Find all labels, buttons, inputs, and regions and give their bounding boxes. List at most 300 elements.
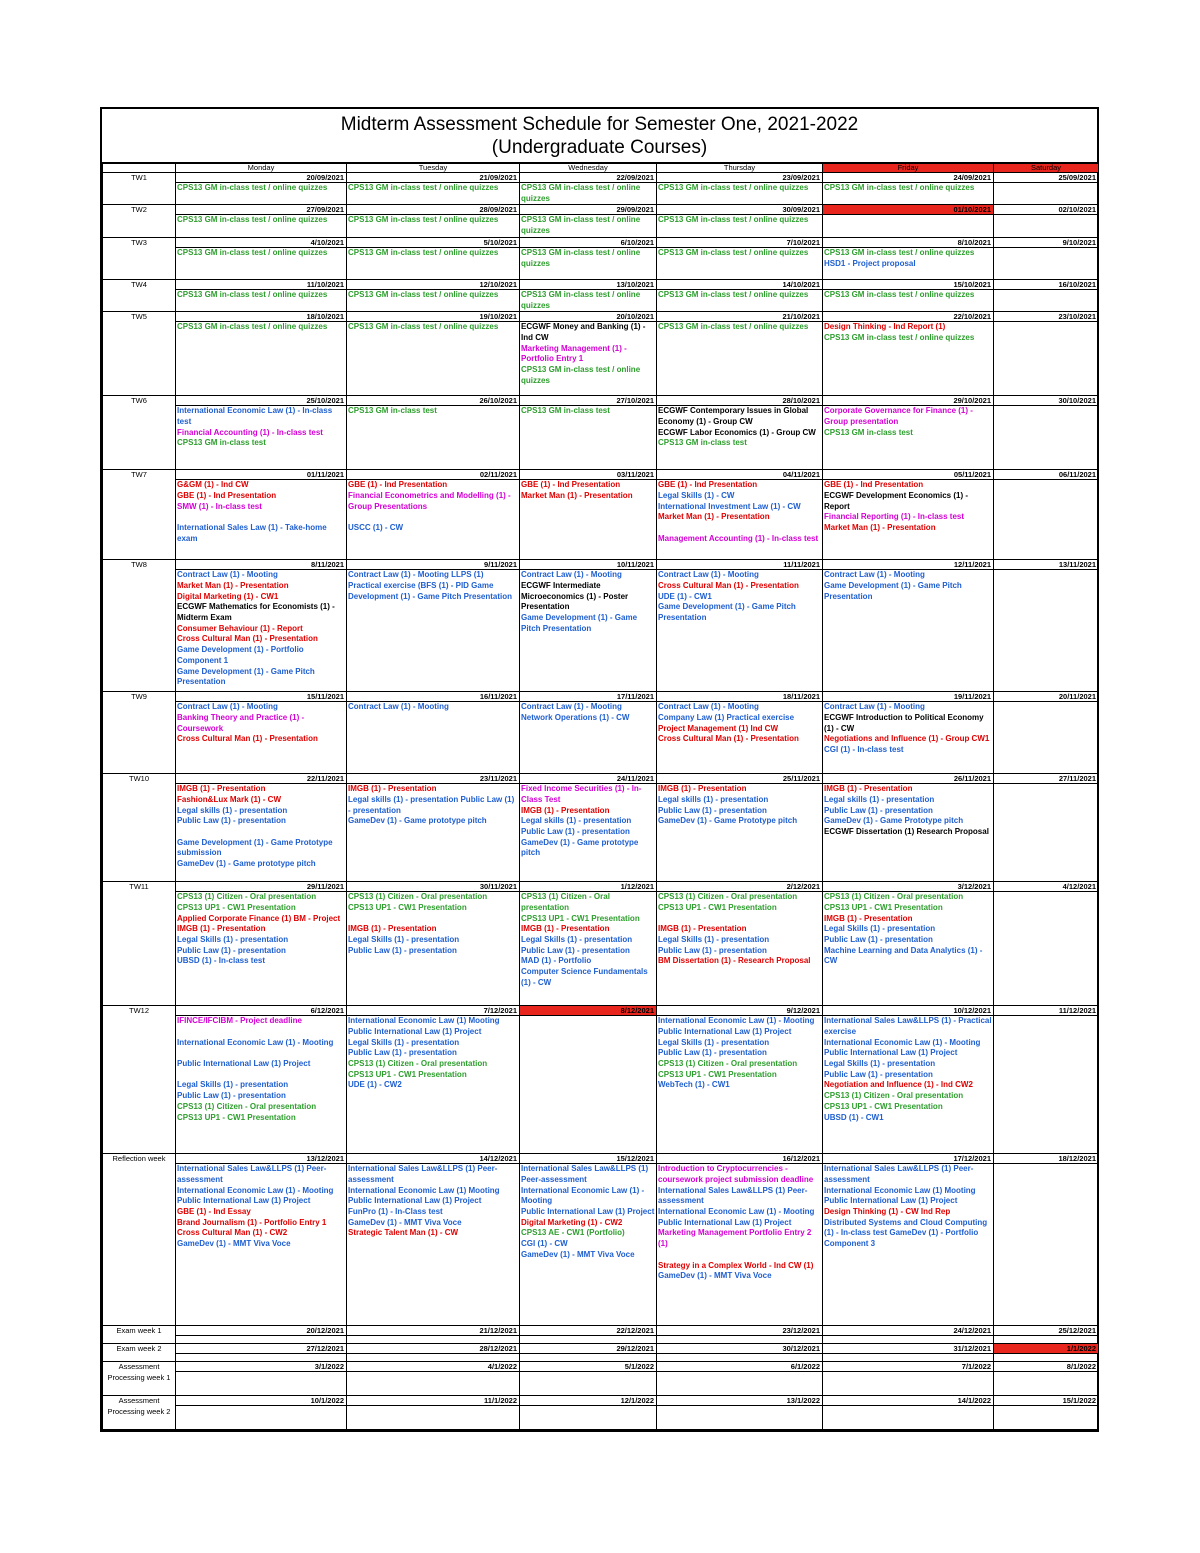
assessment-entry: IMGB (1) - Presentation [177, 924, 266, 934]
day-cell [520, 470, 657, 560]
assessment-entry: GameDev (1) - Game Prototype pitch [658, 816, 798, 826]
day-cell [176, 396, 347, 470]
cell-date: 8/11/2021 [176, 560, 346, 570]
assessment-entry: GameDev (1) - Game prototype pitch [521, 837, 639, 858]
assessment-entry [177, 1027, 345, 1038]
assessment-entry: Public Law (1) - presentation [658, 1048, 767, 1058]
schedule-table [102, 163, 1099, 1430]
assessment-entry: GameDev (1) - MMT Viva Voce [177, 1239, 291, 1249]
day-cell [657, 882, 823, 1006]
assessment-entry: Distributed Systems and Cloud Computing (1) - In-class test GameDev (1) - Portfolio Component 3 [824, 1217, 988, 1249]
assessment-entry: International Economic Law (1) Mooting [824, 1185, 976, 1195]
cell-date: 24/11/2021 [520, 774, 656, 784]
schedule-sheet [100, 107, 1099, 1432]
assessment-entry: Public International Law (1) Project [521, 1207, 655, 1217]
day-cell [657, 470, 823, 560]
day-cell [823, 560, 994, 692]
assessment-entry: CGI (1) - CW [521, 1239, 568, 1249]
assessment-entry [177, 512, 345, 523]
exam-day-cell [176, 1326, 347, 1344]
day-cell [994, 237, 1099, 279]
cell-date: 10/11/2021 [520, 560, 656, 570]
cell-date: 21/12/2021 [347, 1326, 519, 1336]
assessment-entry [177, 1048, 345, 1059]
assessment-entry: Public International Law (1) Project [658, 1026, 792, 1036]
day-cell [823, 774, 994, 882]
assessment-entry: Cross Cultural Man (1) - CW2 [177, 1228, 288, 1238]
assessment-entry: Legal Skills (1) - presentation [177, 935, 289, 945]
assessment-entry: CPS13 GM in-class test / online quizzes [824, 247, 975, 257]
week-row [103, 1006, 1099, 1154]
assessment-entry: WebTech (1) - CW1 [658, 1080, 730, 1090]
assessment-entry: CPS13 GM in-class test / online quizzes [824, 332, 975, 342]
exam-day-cell [520, 1326, 657, 1344]
assessment-entry: Contract Law (1) - Mooting LLPS (1) Practical exercise (BFS (1) - PID Game Development (1) - Game Pitch Presentation [348, 570, 513, 601]
assessment-entry: Legal Skills (1) - presentation [521, 935, 633, 945]
corner-cell [103, 164, 176, 173]
day-cell [520, 279, 657, 311]
assessment-entry: Market Man (1) - Presentation [824, 523, 936, 533]
assessment-entry: CPS13 GM in-class test / online quizzes [348, 322, 499, 332]
day-cell [994, 470, 1099, 560]
cell-date: 28/12/2021 [347, 1344, 519, 1354]
cell-date: 17/12/2021 [823, 1154, 993, 1164]
assessment-entry: Game Development (1) - Game Pitch Presentation [521, 613, 638, 633]
assessment-entry: GBE (1) - Ind Essay [177, 1207, 251, 1217]
assessment-entry: Market Man (1) - Presentation [521, 490, 633, 500]
cell-date: 16/11/2021 [347, 692, 519, 702]
exam-day-cell [347, 1362, 520, 1396]
assessment-entry: Game Development (1) - Game Prototype submission [177, 837, 333, 858]
week-label: TW6 [103, 396, 176, 470]
assessment-entry: CPS13 UP1 - CW1 Presentation [348, 1069, 467, 1079]
day-header-wednesday: Wednesday [520, 164, 657, 173]
cell-date: 29/09/2021 [520, 205, 656, 215]
day-cell [994, 1154, 1099, 1326]
day-header-friday: Friday [823, 164, 994, 173]
assessment-entry: USCC (1) - CW [348, 523, 404, 533]
exam-day-cell [994, 1396, 1099, 1430]
assessment-entry: CPS13 GM in-class test / online quizzes [521, 183, 641, 203]
assessment-entry: IMGB (1) - Presentation [824, 784, 913, 794]
cell-date: 2/12/2021 [657, 882, 822, 892]
assessment-entry: CPS13 UP1 - CW1 Presentation [177, 902, 296, 912]
assessment-entry: CPS13 UP1 - CW1 Presentation [658, 1069, 777, 1079]
cell-date: 10/12/2021 [823, 1006, 993, 1016]
exam-day-cell [994, 1344, 1099, 1362]
assessment-entry: International Sales Law&LLPS (1) Peer-assessment [521, 1164, 649, 1184]
day-cell [823, 882, 994, 1006]
day-cell [657, 173, 823, 205]
week-label: TW2 [103, 205, 176, 237]
day-cell [994, 279, 1099, 311]
cell-date: 23/10/2021 [994, 312, 1098, 322]
day-cell [520, 237, 657, 279]
week-label: TW7 [103, 470, 176, 560]
assessment-entry: CPS13 (1) Citizen - Oral presentation [521, 892, 610, 912]
cell-date: 3/1/2022 [176, 1362, 346, 1372]
exam-day-cell [657, 1326, 823, 1344]
day-header-row [103, 164, 1099, 173]
assessment-entry: Financial Reporting (1) - In-class test [824, 512, 965, 522]
assessment-entry: CPS13 (1) Citizen - Oral presentation [177, 1101, 317, 1111]
week-row [103, 312, 1099, 396]
cell-date: 29/10/2021 [823, 396, 993, 406]
assessment-entry: Contract Law (1) - Mooting [824, 702, 925, 712]
assessment-entry: CPS13 UP1 - CW1 Presentation [824, 1101, 943, 1111]
cell-date: 7/10/2021 [657, 238, 822, 248]
day-cell [176, 882, 347, 1006]
assessment-entry: Design Thinking - Ind Report (1) [824, 322, 946, 332]
cell-date: 31/12/2021 [823, 1344, 993, 1354]
day-cell [823, 237, 994, 279]
cell-date: 15/10/2021 [823, 280, 993, 290]
assessment-entry: Legal skills (1) - presentation [177, 805, 288, 815]
assessment-entry: Public International Law (1) Project [348, 1196, 482, 1206]
exam-day-cell [823, 1326, 994, 1344]
assessment-entry: Company Law (1) Practical exercise [658, 712, 795, 722]
day-cell [823, 692, 994, 774]
assessment-entry [658, 1250, 821, 1261]
assessment-entry: CPS13 GM in-class test / online quizzes [177, 322, 328, 332]
assessment-entry [348, 914, 518, 925]
assessment-entry: Public Law (1) - presentation [177, 1091, 286, 1101]
assessment-entry: GBE (1) - Ind Presentation [521, 480, 621, 490]
exam-day-cell [823, 1362, 994, 1396]
assessment-entry: IMGB (1) - Presentation [177, 784, 266, 794]
day-cell [176, 237, 347, 279]
cell-date: 1/12/2021 [520, 882, 656, 892]
assessment-entry: MAD (1) - Portfolio [521, 956, 592, 966]
cell-date: 21/09/2021 [347, 173, 519, 183]
schedule-title [102, 109, 1097, 163]
assessment-entry: Computer Science Fundamentals (1) - CW [521, 967, 648, 987]
assessment-entry: CPS13 GM in-class test / online quizzes [177, 183, 328, 192]
assessment-entry: Legal Skills (1) - presentation [658, 1037, 770, 1047]
exam-day-cell [520, 1344, 657, 1362]
day-cell [347, 173, 520, 205]
day-header-monday: Monday [176, 164, 347, 173]
cell-date: 30/10/2021 [994, 396, 1098, 406]
day-cell [347, 237, 520, 279]
assessment-entry: International Sales Law (1) - Take-home exam [177, 523, 327, 543]
cell-date: 15/11/2021 [176, 692, 346, 702]
exam-row-label: Assessment Processing week 1 [103, 1362, 176, 1396]
assessment-entry: Legal Skills (1) - presentation [658, 935, 770, 945]
day-cell [823, 1006, 994, 1154]
day-cell [823, 173, 994, 205]
cell-date: 27/10/2021 [520, 396, 656, 406]
cell-date: 9/12/2021 [657, 1006, 822, 1016]
week-label: Reflection week [103, 1154, 176, 1326]
cell-date: 14/10/2021 [657, 280, 822, 290]
cell-date: 26/11/2021 [823, 774, 993, 784]
assessment-entry: CPS13 (1) Citizen - Oral presentation [177, 892, 317, 902]
assessment-entry: UDE (1) - CW1 [658, 591, 712, 601]
assessment-entry: FunPro (1) - In-Class test [348, 1207, 443, 1217]
assessment-entry: GameDev (1) - MMT Viva Voce [348, 1217, 462, 1227]
assessment-entry: CPS13 GM in-class test / online quizzes [521, 247, 641, 268]
assessment-entry: Negotiations and Influence (1) - Group CW1 [824, 734, 990, 744]
cell-date: 22/11/2021 [176, 774, 346, 784]
cell-date: 5/1/2022 [520, 1362, 656, 1372]
assessment-entry: CPS13 GM in-class test / online quizzes [658, 247, 809, 257]
assessment-entry: Legal skills (1) - presentation [521, 816, 632, 826]
cell-date: 26/10/2021 [347, 396, 519, 406]
assessment-entry: Public Law (1) - presentation [177, 945, 286, 955]
assessment-entry: International Economic Law (1) - Mooting [824, 1037, 981, 1047]
day-cell [994, 396, 1099, 470]
assessment-entry: CPS13 AE - CW1 (Portfolio) [521, 1228, 625, 1238]
assessment-entry: CPS13 (1) Citizen - Oral presentation [658, 1059, 798, 1069]
day-cell [176, 560, 347, 692]
assessment-entry: Public Law (1) - presentation [348, 1048, 457, 1058]
assessment-entry: CPS13 GM in-class test / online quizzes [177, 247, 328, 257]
assessment-entry: Legal skills (1) - presentation [658, 794, 769, 804]
cell-date: 22/09/2021 [520, 173, 656, 183]
cell-date: 7/1/2022 [823, 1362, 993, 1372]
cell-date: 8/12/2021 [520, 1006, 656, 1016]
cell-date: 27/11/2021 [994, 774, 1098, 784]
assessment-entry: Marketing Management Portfolio Entry 2 (1) [658, 1228, 812, 1249]
assessment-entry [348, 512, 518, 523]
exam-row [103, 1344, 1099, 1362]
assessment-entry: CGI (1) - In-class test [824, 745, 904, 755]
assessment-entry: UBSD (1) - CW1 [824, 1112, 884, 1122]
assessment-entry: CPS13 GM in-class test / online quizzes [658, 215, 809, 225]
assessment-entry: Game Development (1) - Game Pitch Presentation [177, 666, 315, 687]
cell-date: 13/10/2021 [520, 280, 656, 290]
week-label: TW12 [103, 1006, 176, 1154]
day-cell [176, 1006, 347, 1154]
cell-date: 15/12/2021 [520, 1154, 656, 1164]
day-cell [994, 312, 1099, 396]
assessment-entry: International Sales Law&LLPS (1) Peer-assessment [658, 1185, 808, 1206]
cell-date: 23/12/2021 [657, 1326, 822, 1336]
assessment-entry: CPS13 GM in-class test / online quizzes [658, 289, 809, 299]
assessment-entry: Contract Law (1) - Mooting [348, 702, 449, 712]
cell-date: 3/12/2021 [823, 882, 993, 892]
assessment-entry: Fixed Income Securities (1) - In-Class Test [521, 784, 642, 804]
assessment-entry: Negotiation and Influence (1) - Ind CW2 [824, 1080, 973, 1090]
assessment-entry: Public International Law (1) Project [177, 1196, 311, 1206]
assessment-entry: ECGWF Intermediate Microeconomics (1) - Poster Presentation [521, 580, 629, 612]
assessment-entry: CPS13 UP1 - CW1 Presentation [348, 902, 467, 912]
assessment-entry: International Sales Law&LLPS (1) Peer-assessment [177, 1164, 327, 1184]
cell-date: 01/10/2021 [823, 205, 993, 215]
assessment-entry: Game Development (1) - Game Pitch Presentation [658, 602, 796, 623]
assessment-entry: CPS13 GM in-class test / online quizzes [348, 247, 499, 257]
assessment-entry: CPS13 UP1 - CW1 Presentation [658, 902, 777, 912]
cell-date: 19/11/2021 [823, 692, 993, 702]
day-cell [347, 396, 520, 470]
day-cell [657, 560, 823, 692]
day-cell [520, 312, 657, 396]
cell-date: 29/12/2021 [520, 1344, 656, 1354]
assessment-entry: Public Law (1) - presentation [824, 805, 933, 815]
week-row [103, 237, 1099, 279]
cell-date: 24/12/2021 [823, 1326, 993, 1336]
cell-date: 25/10/2021 [176, 396, 346, 406]
assessment-entry: International Economic Law (1) - Mooting [658, 1016, 815, 1026]
assessment-entry: Consumer Behaviour (1) - Report [177, 623, 303, 633]
assessment-entry: ECGWF Contemporary Issues in Global Economy (1) - Group CW [658, 406, 809, 426]
day-cell [657, 237, 823, 279]
day-cell [520, 1006, 657, 1154]
assessment-entry: Public Law (1) - presentation [658, 805, 767, 815]
assessment-entry: Digital Marketing (1) - CW2 [521, 1217, 623, 1227]
exam-day-cell [657, 1344, 823, 1362]
cell-date: 8/1/2022 [994, 1362, 1098, 1372]
cell-date: 7/12/2021 [347, 1006, 519, 1016]
cell-date: 24/09/2021 [823, 173, 993, 183]
assessment-entry: GameDev (1) - Game prototype pitch [348, 816, 487, 826]
day-cell [657, 1154, 823, 1326]
day-cell [347, 1006, 520, 1154]
day-cell [994, 774, 1099, 882]
cell-date: 1/1/2022 [994, 1344, 1098, 1354]
exam-row-label: Exam week 1 [103, 1326, 176, 1344]
exam-day-cell [176, 1344, 347, 1362]
assessment-entry: International Investment Law (1) - CW [658, 501, 801, 511]
assessment-entry: ECGWF Introduction to Political Economy (1) - CW [824, 712, 984, 733]
assessment-entry: IMGB (1) - Presentation [348, 784, 437, 794]
exam-row [103, 1362, 1099, 1396]
assessment-entry: Banking Theory and Practice (1) - Coursework [177, 712, 305, 733]
assessment-entry: International Economic Law (1) - Mooting [521, 1185, 645, 1206]
day-cell [823, 396, 994, 470]
assessment-entry: International Sales Law&LLPS (1) - Practical exercise [824, 1016, 992, 1036]
cell-date: 06/11/2021 [994, 470, 1098, 480]
assessment-entry: Public Law (1) - presentation [521, 945, 630, 955]
title-line-1: Midterm Assessment Schedule for Semester One, 2021-2022 [340, 114, 859, 135]
week-label: TW3 [103, 237, 176, 279]
exam-day-cell [994, 1326, 1099, 1344]
day-cell [347, 560, 520, 692]
cell-date: 6/1/2022 [657, 1362, 822, 1372]
day-cell [823, 279, 994, 311]
cell-date: 22/12/2021 [520, 1326, 656, 1336]
assessment-entry: GameDev (1) - MMT Viva Voce [521, 1249, 635, 1259]
week-label: TW8 [103, 560, 176, 692]
assessment-entry: Legal Skills (1) - presentation [824, 1059, 936, 1069]
day-cell [176, 312, 347, 396]
week-label: TW1 [103, 173, 176, 205]
exam-row [103, 1396, 1099, 1430]
assessment-entry: GameDev (1) - Game Prototype pitch [824, 816, 964, 826]
assessment-entry [658, 914, 821, 925]
cell-date: 9/11/2021 [347, 560, 519, 570]
assessment-entry: UBSD (1) - In-class test [177, 956, 266, 966]
assessment-entry: HSD1 - Project proposal [824, 258, 916, 268]
cell-date: 5/10/2021 [347, 238, 519, 248]
cell-date: 11/10/2021 [176, 280, 346, 290]
cell-date: 05/11/2021 [823, 470, 993, 480]
assessment-entry: CPS13 GM in-class test / online quizzes [521, 365, 641, 385]
assessment-entry: Digital Marketing (1) - CW1 [177, 591, 279, 601]
day-cell [657, 774, 823, 882]
assessment-entry: IMGB (1) - Presentation [658, 784, 747, 794]
cell-date: 29/11/2021 [176, 882, 346, 892]
assessment-entry [177, 827, 345, 838]
cell-date: 11/11/2021 [657, 560, 822, 570]
day-cell [176, 279, 347, 311]
day-cell [347, 470, 520, 560]
assessment-entry: Public International Law (1) Project [658, 1217, 792, 1227]
cell-date: 10/1/2022 [176, 1396, 346, 1406]
cell-date: 11/12/2021 [994, 1006, 1098, 1016]
cell-date: 19/10/2021 [347, 312, 519, 322]
assessment-entry: CPS13 GM in-class test / online quizzes [348, 215, 499, 225]
cell-date: 12/11/2021 [823, 560, 993, 570]
assessment-entry: Public International Law (1) Project [824, 1048, 958, 1058]
assessment-entry: CPS13 GM in-class test [824, 427, 913, 437]
day-cell [176, 173, 347, 205]
cell-date: 23/11/2021 [347, 774, 519, 784]
day-cell [520, 774, 657, 882]
week-row [103, 173, 1099, 205]
cell-date: 8/10/2021 [823, 238, 993, 248]
day-cell [347, 312, 520, 396]
week-row [103, 1154, 1099, 1326]
cell-date: 16/12/2021 [657, 1154, 822, 1164]
day-cell [823, 205, 994, 237]
assessment-entry: Public International Law (1) Project [824, 1196, 958, 1206]
cell-date: 25/12/2021 [994, 1326, 1098, 1336]
day-cell [347, 882, 520, 1006]
day-cell [994, 882, 1099, 1006]
cell-date: 15/1/2022 [994, 1396, 1098, 1406]
assessment-entry: Public Law (1) - presentation [177, 816, 286, 826]
cell-date: 23/09/2021 [657, 173, 822, 183]
day-cell [520, 396, 657, 470]
cell-date: 18/10/2021 [176, 312, 346, 322]
assessment-entry: Legal skills (1) - presentation Public Law (1) - presentation [348, 794, 515, 815]
exam-day-cell [823, 1396, 994, 1430]
exam-row-label: Exam week 2 [103, 1344, 176, 1362]
day-cell [657, 1006, 823, 1154]
exam-day-cell [347, 1396, 520, 1430]
assessment-entry: Cross Cultural Man (1) - Presentation [177, 734, 318, 744]
assessment-entry: CPS13 (1) Citizen - Oral presentation [824, 892, 964, 902]
day-cell [347, 692, 520, 774]
day-cell [176, 1154, 347, 1326]
cell-date: 30/09/2021 [657, 205, 822, 215]
day-cell [176, 205, 347, 237]
assessment-entry: ECGWF Money and Banking (1) - Ind CW [521, 322, 646, 342]
day-cell [657, 692, 823, 774]
day-cell [823, 312, 994, 396]
exam-day-cell [823, 1344, 994, 1362]
assessment-entry: CPS13 GM in-class test / online quizzes [658, 322, 809, 332]
assessment-entry: CPS13 (1) Citizen - Oral presentation [348, 1059, 488, 1069]
cell-date: 20/11/2021 [994, 692, 1098, 702]
cell-date: 12/1/2022 [520, 1396, 656, 1406]
assessment-entry: ECGWF Labor Economics (1) - Group CW [658, 427, 816, 437]
assessment-entry: International Economic Law (1) - Mooting [658, 1207, 815, 1217]
assessment-entry: GBE (1) - Ind Presentation [348, 480, 448, 490]
cell-date: 21/10/2021 [657, 312, 822, 322]
assessment-entry: Public Law (1) - presentation [824, 1069, 933, 1079]
cell-date: 25/09/2021 [994, 173, 1098, 183]
day-header-saturday: Saturday [994, 164, 1099, 173]
assessment-entry: Public Law (1) - presentation [824, 935, 933, 945]
assessment-entry: Brand Journalism (1) - Portfolio Entry 1 [177, 1217, 327, 1227]
assessment-entry: Contract Law (1) - Mooting [658, 702, 759, 712]
assessment-entry: Cross Cultural Man (1) - Presentation [177, 634, 318, 644]
exam-day-cell [520, 1362, 657, 1396]
assessment-entry: CPS13 GM in-class test [177, 438, 266, 448]
